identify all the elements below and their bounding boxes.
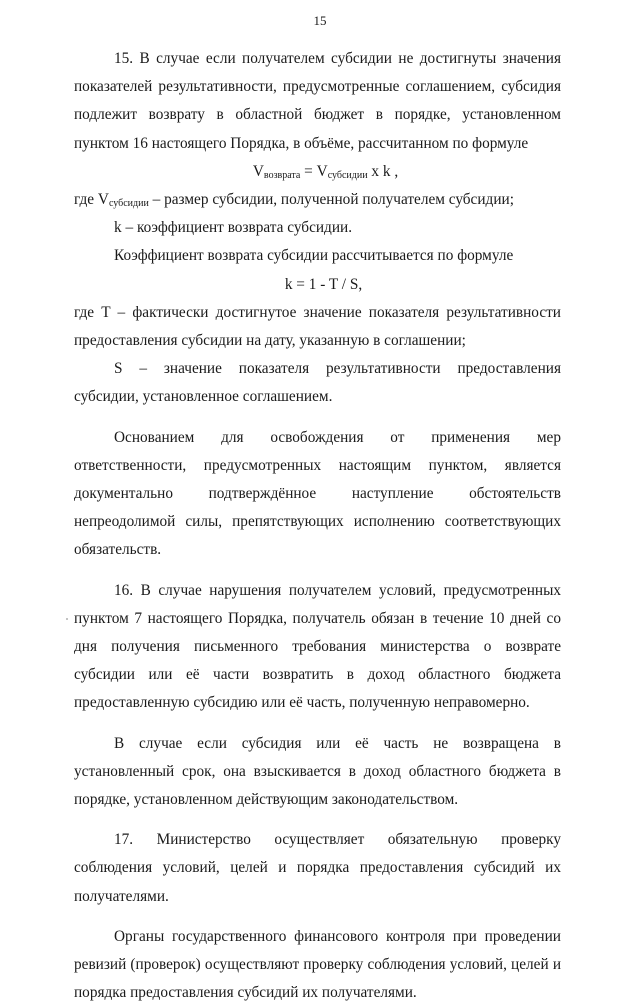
definition-v-text: – размер субсидии, полученной получателем субсидии; [148,191,514,209]
paragraph-16: 16. В случае нарушения получателем условий, предусмотренных пунктом 7 настоящего Порядка, получатель обязан в течение 10 дней со дня получения письменного требования министерства о возврате субсидии или её части возвратить в доход областного бюджета предоставленную субсидию или её часть, полученную неправомерно. [74,581,561,712]
definition-v-subscript: субсидии [108,198,149,210]
definition-s: S – значение показателя результативности предоставления субсидии, установленное соглашением. [74,360,561,406]
formula-coefficient: k = 1 - T / S, [284,275,363,293]
scan-mark [66,618,68,620]
formula-tail: x k , [367,162,399,180]
page-number: 15 [313,13,327,28]
formula-refund-volume [74,158,561,186]
definition-t: где T – фактически достигнутое значение показателя результативности предоставления субсидии на дату, указанную в соглашении; [74,303,561,350]
formula-left-var: V [252,162,264,180]
paragraph-force-majeure: Основанием для освобождения от применения мер ответственности, предусмотренных настоящим пунктом, является документально подтверждённое наступление обстоятельств непреодолимой силы, препятствующих исполнению соответствующих обязательств. [74,428,561,559]
paragraph-16-recovery: В случае если субсидия или её часть не возвращена в установленный срок, она взыскивается в доход областного бюджета в порядке, установленном действующим законодательством. [74,734,561,809]
coefficient-intro: Коэффициент возврата субсидии рассчитывается по формуле [114,247,514,265]
paragraph-17: 17. Министерство осуществляет обязательную проверку соблюдения условий, целей и порядка предоставления субсидий их получателями. [74,831,561,905]
formula-equals: = [300,162,317,180]
definition-k: k – коэффициент возврата субсидии. [114,219,353,237]
document-body [74,45,561,1008]
formula-right-var: V [316,162,328,180]
formula-left-subscript: возврата [263,169,301,181]
definition-v-prefix: где V [74,191,109,209]
paragraph-17-control: Органы государственного финансового контроля при проведении ревизий (проверок) осуществляют проверку соблюдения условий, целей и порядка предоставления субсидий их получателями. [74,927,561,1002]
definition-v [74,186,561,214]
paragraph-15: 15. В случае если получателем субсидии не достигнуты значения показателей результативности, предусмотренные соглашением, субсидия подлежит возврату в областной бюджет в порядке, установленном пунктом 16 настоящего Порядка, в объёме, рассчитанном по формуле [74,50,561,152]
formula-right-subscript: субсидии [327,169,368,181]
